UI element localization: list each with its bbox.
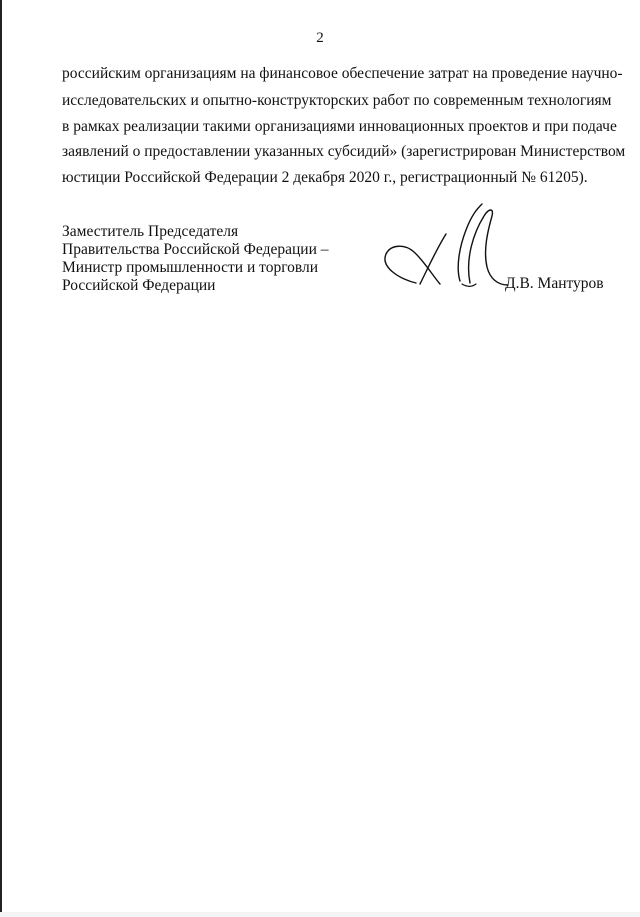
position-line-2: Правительства Российской Федерации –	[62, 241, 329, 258]
position-line-4: Российской Федерации	[62, 277, 216, 294]
paragraph-line-2: исследовательских и опытно-конструкторских работ по современным технологиям	[62, 92, 612, 109]
paragraph-line-4: заявлений о предоставлении указанных субсидий» (зарегистрирован Министерством	[62, 143, 626, 160]
paragraph-line-5: юстиции Российской Федерации 2 декабря 2020 г., регистрационный № 61205).	[62, 169, 588, 186]
scan-edge-bottom	[0, 912, 640, 917]
handwritten-signature	[372, 188, 522, 300]
signatory-name: Д.В. Мантуров	[505, 275, 604, 292]
paragraph-line-1: российским организациям на финансовое обеспечение затрат на проведение научно-	[62, 65, 623, 82]
paragraph-line-3: в рамках реализации такими организациями инновационных проектов и при подаче	[62, 118, 617, 135]
signatory-position	[62, 223, 329, 295]
page-number: 2	[316, 30, 324, 46]
position-line-1: Заместитель Председателя	[62, 223, 239, 240]
scan-edge-left	[0, 0, 2, 917]
position-line-3: Министр промышленности и торговли	[62, 259, 319, 276]
